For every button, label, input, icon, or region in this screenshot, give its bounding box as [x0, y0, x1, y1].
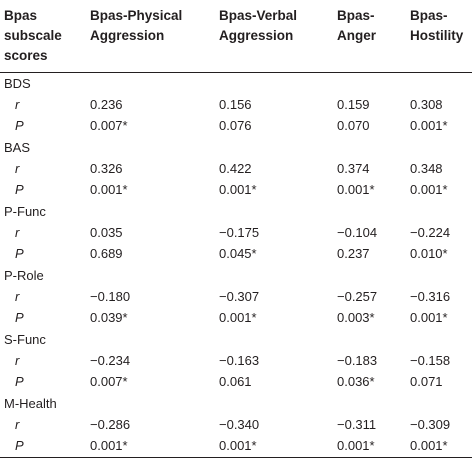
cell-value: 0.001*	[219, 182, 257, 197]
cell-value: 0.071	[410, 374, 443, 389]
stat-label-p: P	[15, 182, 24, 197]
stat-label-r: r	[15, 417, 20, 432]
cell-value: 0.001*	[410, 118, 448, 133]
header-hostility: Bpas- Hostility	[408, 0, 472, 73]
cell-value: 0.001*	[88, 436, 217, 458]
cell-value: −0.316	[410, 289, 451, 304]
group-label: P-Role	[4, 268, 44, 283]
r-row	[0, 95, 472, 116]
cell-value: 0.010*	[410, 246, 448, 261]
group-row-m-health	[0, 393, 472, 415]
stat-label-r: r	[15, 289, 20, 304]
cell-value: 0.156	[219, 97, 252, 112]
cell-value: 0.045*	[219, 246, 257, 261]
cell-value: −0.158	[410, 353, 451, 368]
cell-value: −0.104	[337, 225, 378, 240]
cell-value: 0.001*	[217, 436, 335, 458]
cell-value: 0.159	[337, 97, 370, 112]
cell-value: 0.326	[90, 161, 123, 176]
cell-value: 0.001*	[335, 436, 408, 458]
cell-value: 0.374	[337, 161, 370, 176]
header-anger: Bpas- Anger	[335, 0, 408, 73]
cell-value: 0.001*	[410, 182, 448, 197]
stat-label-p: P	[15, 374, 24, 389]
cell-value: −0.180	[90, 289, 131, 304]
p-row	[0, 372, 472, 393]
cell-value: 0.007*	[90, 118, 128, 133]
group-label: S-Func	[4, 332, 46, 347]
stat-label-r: r	[15, 161, 20, 176]
cell-value: 0.308	[410, 97, 443, 112]
cell-value: 0.001*	[219, 310, 257, 325]
r-row	[0, 159, 472, 180]
cell-value: 0.039*	[90, 310, 128, 325]
cell-value: −0.309	[410, 417, 451, 432]
cell-value: −0.234	[90, 353, 131, 368]
r-row	[0, 287, 472, 308]
cell-value: 0.348	[410, 161, 443, 176]
p-row	[0, 244, 472, 265]
group-label: BDS	[4, 76, 31, 91]
cell-value: 0.070	[337, 118, 370, 133]
cell-value: 0.237	[337, 246, 370, 261]
cell-value: 0.007*	[90, 374, 128, 389]
cell-value: 0.036*	[337, 374, 375, 389]
cell-value: 0.001*	[337, 182, 375, 197]
group-label: M-Health	[4, 396, 57, 411]
group-row-p-func	[0, 201, 472, 223]
cell-value: −0.311	[337, 417, 377, 432]
cell-value: −0.163	[219, 353, 260, 368]
cell-value: −0.175	[219, 225, 260, 240]
p-row	[0, 180, 472, 201]
r-row	[0, 223, 472, 244]
cell-value: 0.001*	[408, 436, 472, 458]
cell-value: −0.340	[219, 417, 260, 432]
group-label: P-Func	[4, 204, 46, 219]
cell-value: −0.286	[90, 417, 131, 432]
header-physical-aggression: Bpas-Physical Aggression	[88, 0, 217, 73]
stat-label-r: r	[15, 353, 20, 368]
p-row	[0, 116, 472, 137]
cell-value: −0.183	[337, 353, 378, 368]
stat-label-r: r	[15, 97, 20, 112]
header-row	[0, 0, 472, 73]
stat-label-p: P	[15, 118, 24, 133]
stat-label-p: P	[0, 436, 88, 458]
cell-value: 0.001*	[90, 182, 128, 197]
cell-value: 0.001*	[410, 310, 448, 325]
p-row	[0, 308, 472, 329]
cell-value: 0.422	[219, 161, 252, 176]
cell-value: −0.307	[219, 289, 260, 304]
cell-value: −0.224	[410, 225, 451, 240]
group-label: BAS	[4, 140, 31, 155]
r-row	[0, 351, 472, 372]
header-verbal-aggression: Bpas-Verbal Aggression	[217, 0, 335, 73]
cell-value: 0.076	[219, 118, 252, 133]
r-row	[0, 415, 472, 436]
cell-value: 0.003*	[337, 310, 375, 325]
group-row-bas	[0, 137, 472, 159]
stat-label-p: P	[15, 246, 24, 261]
group-row-p-role	[0, 265, 472, 287]
group-row-s-func	[0, 329, 472, 351]
p-row	[0, 436, 472, 458]
cell-value: −0.257	[337, 289, 378, 304]
group-row-bds	[0, 73, 472, 96]
cell-value: 0.035	[90, 225, 123, 240]
cell-value: 0.061	[219, 374, 252, 389]
stat-label-r: r	[15, 225, 20, 240]
header-subscale-scores: Bpas subscale scores	[0, 0, 88, 73]
stat-label-p: P	[15, 310, 24, 325]
cell-value: 0.236	[90, 97, 123, 112]
cell-value: 0.689	[90, 246, 123, 261]
